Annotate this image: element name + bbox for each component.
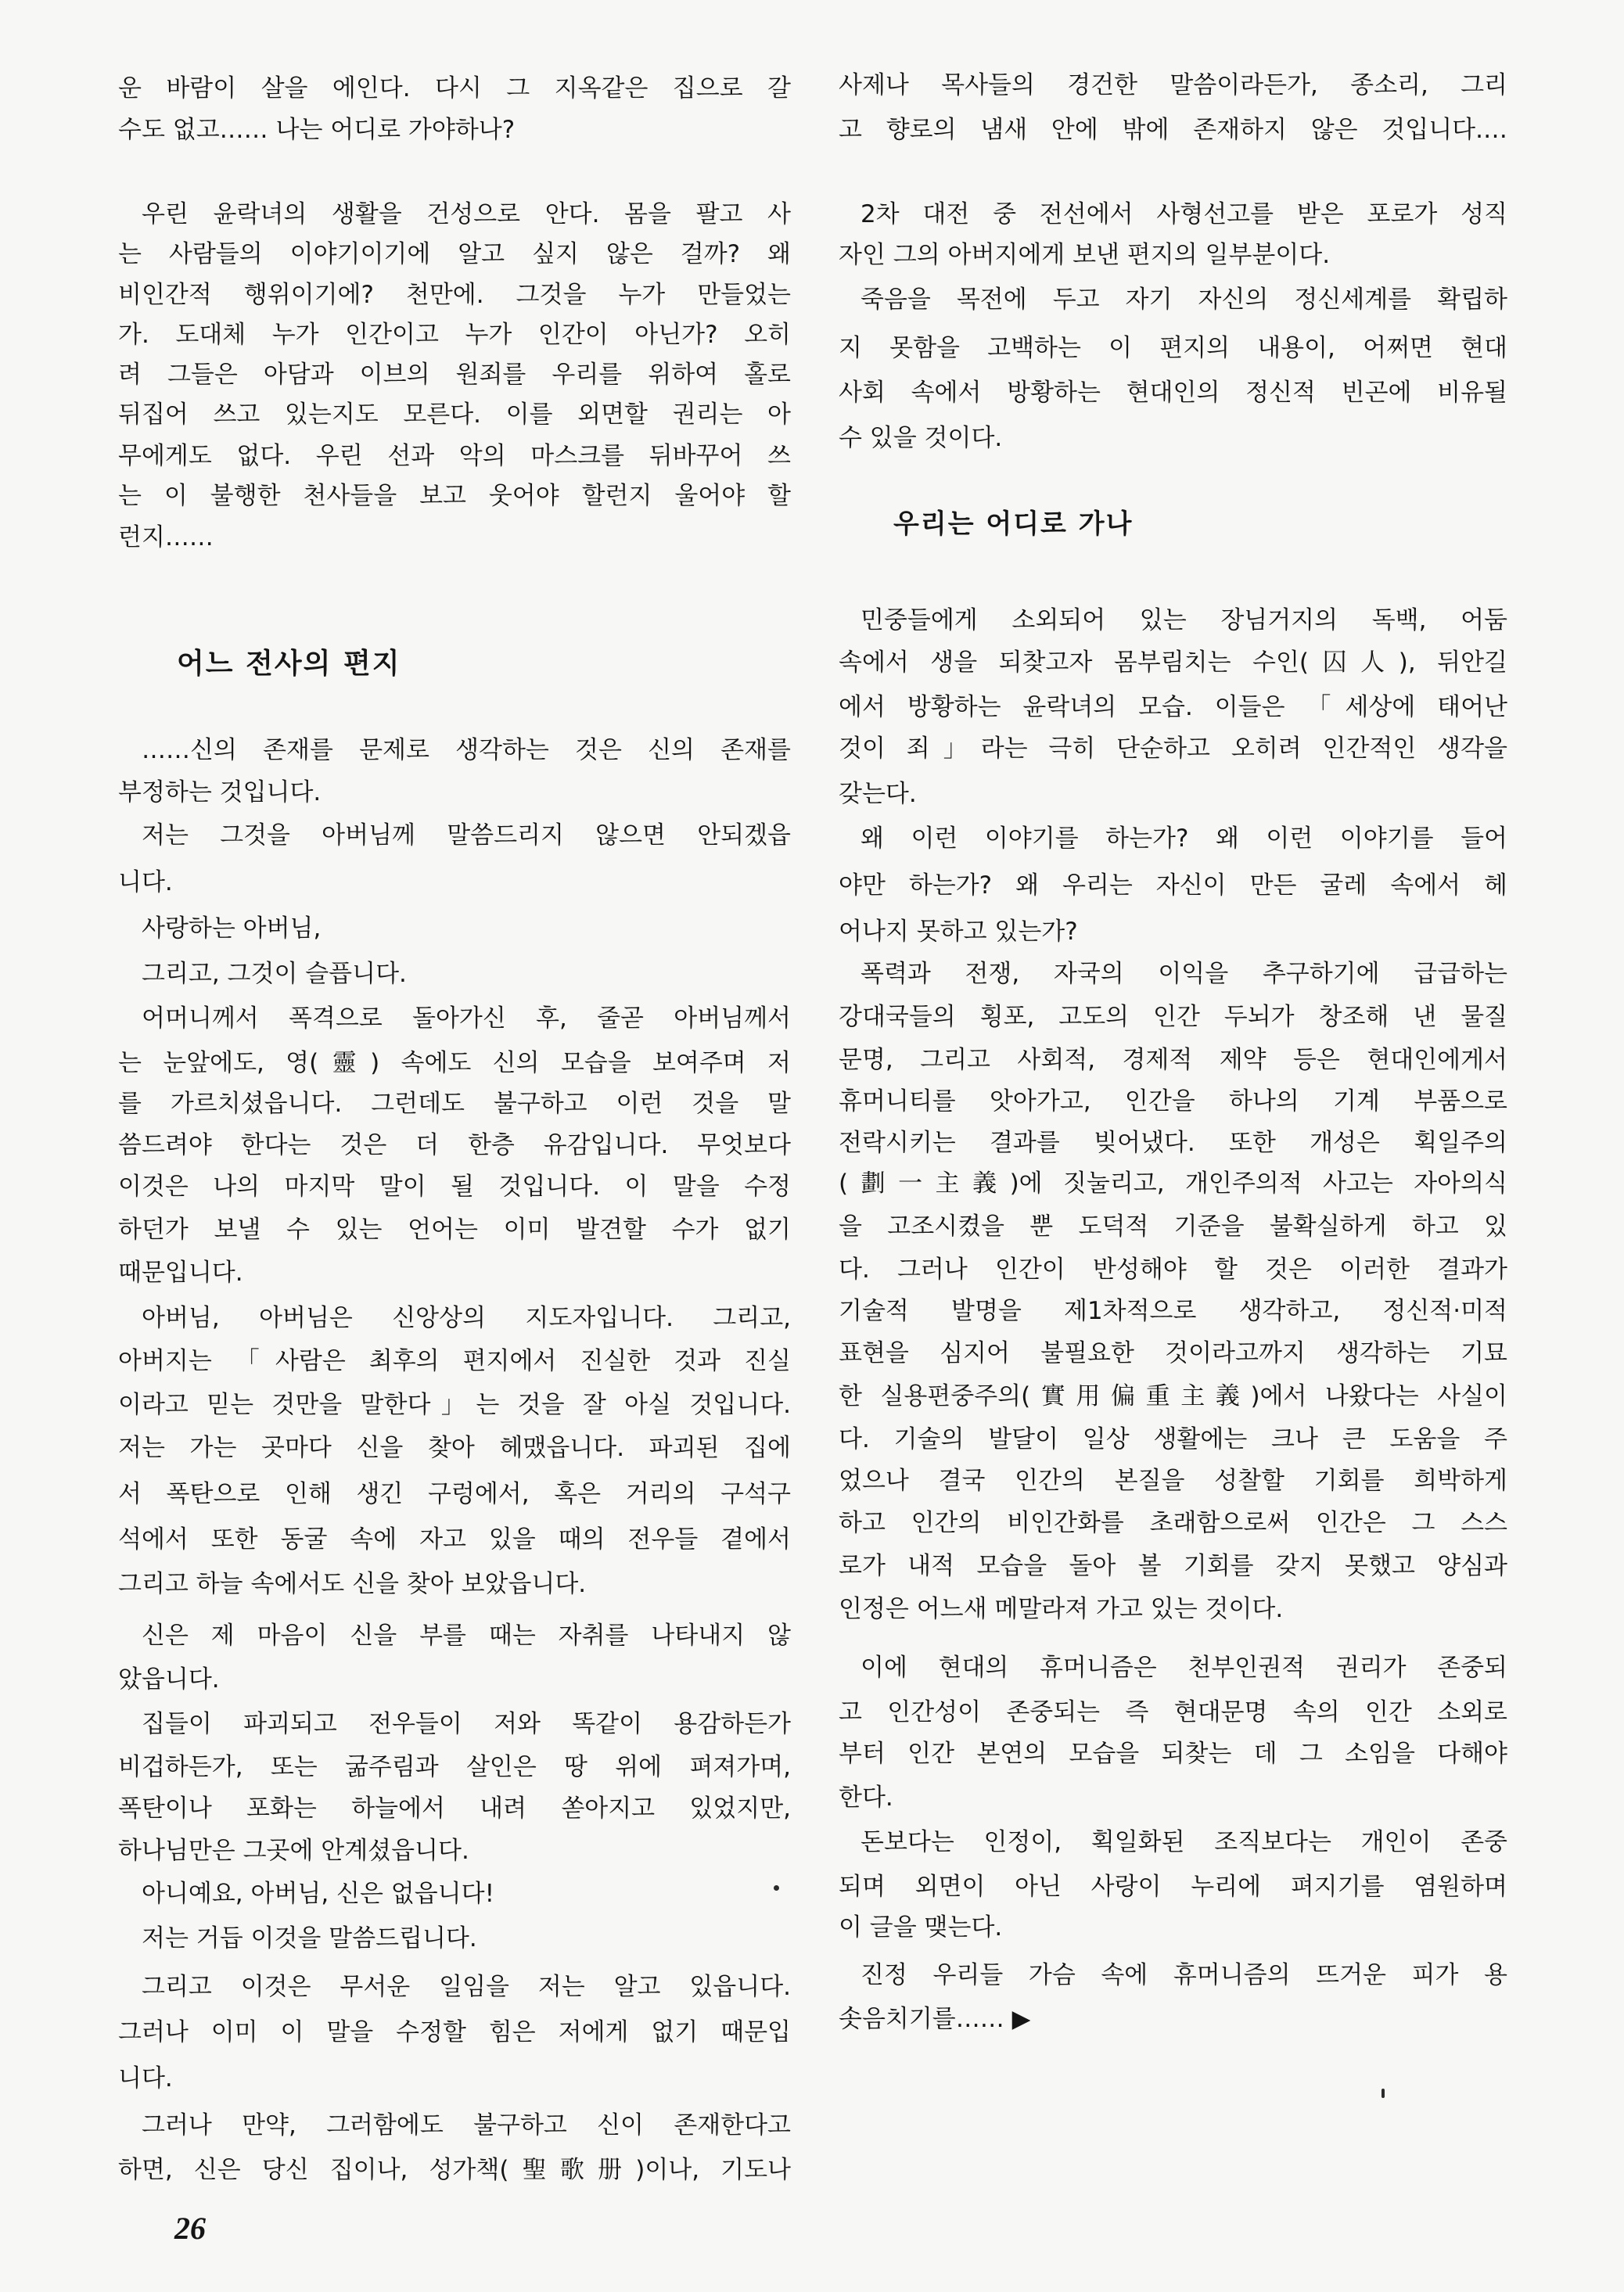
text-line: 속에서 생을 되찾고자 몸부림치는 수인(囚人), 뒤안길 [839,648,1507,677]
text-line: 돈보다는 인정이, 획일화된 조직보다는 개인이 존중 [861,1828,1507,1856]
text-line: 수 있을 것이다. [839,424,1003,452]
section-title: 우리는 어디로 가나 [893,508,1134,540]
text-line: 사회 속에서 방황하는 현대인의 정신적 빈곤에 비유될 [839,379,1507,407]
text-line: 운 바람이 살을 에인다. 다시 그 지옥같은 집으로 갈 [118,74,791,102]
text-line: 그리고 하늘 속에서도 신을 찾아 보았읍니다. [118,1570,587,1598]
text-line: 을 고조시켰을 뿐 도덕적 기준을 불확실하게 하고 있 [839,1212,1507,1241]
text-line: 석에서 또한 동굴 속에 자고 있을 때의 전우들 곁에서 [118,1525,791,1554]
text-line: 부터 인간 본연의 모습을 되찾는 데 그 소임을 다해야 [839,1740,1507,1768]
text-line: 하나님만은 그곳에 안계셨읍니다. [118,1837,469,1865]
text-line: 한 실용편중주의(實用偏重主義)에서 나왔다는 사실이 [839,1382,1507,1410]
text-line: 폭탄이나 포화는 하늘에서 내려 쏟아지고 있었지만, [118,1794,791,1823]
text-line: 부정하는 것입니다. [118,778,322,807]
text-line: 되며 외면이 아닌 사랑이 누리에 펴지기를 염원하며 [839,1873,1507,1901]
text-line: 로가 내적 모습을 돌아 볼 기회를 갖지 못했고 양심과 [839,1552,1507,1580]
text-line: 어나지 못하고 있는가? [839,918,1078,946]
text-line: 아버지는 「사람은 최후의 편지에서 진실한 것과 진실 [118,1347,791,1375]
text-line: 니다. [118,2064,173,2093]
text-line: 민중들에게 소외되어 있는 장님거지의 독백, 어둠 [861,606,1507,634]
text-line: 이것은 나의 마지막 말이 될 것입니다. 이 말을 수정 [118,1173,791,1201]
scan-speck [1381,2089,1385,2098]
text-line: 집들이 파괴되고 전우들이 저와 똑같이 용감하든가 [142,1710,791,1738]
text-line: 신은 제 마음이 신을 부를 때는 자취를 나타내지 않 [142,1622,791,1650]
text-line: 그리고 이것은 무서운 일임을 저는 알고 있읍니다. [142,1973,791,2001]
page-number: 26 [174,2211,206,2246]
text-line: 수도 없고…… 나는 어디로 가야하나? [118,116,516,144]
text-line: 저는 그것을 아버님께 말씀드리지 않으면 안되겠읍 [142,821,791,850]
section-title: 어느 전사의 편지 [177,648,401,680]
text-line: 니다. [118,868,173,896]
text-line: 폭력과 전쟁, 자국의 이익을 추구하기에 급급하는 [861,960,1507,988]
text-line: 2차 대전 중 전선에서 사형선고를 받은 포로가 성직 [861,200,1507,228]
text-line: 표현을 심지어 불필요한 것이라고까지 생각하는 기묘 [839,1339,1507,1367]
scan-speck [774,1885,779,1891]
text-line: ……신의 존재를 문제로 생각하는 것은 신의 존재를 [142,736,791,764]
text-line: 인정은 어느새 메말라져 가고 있는 것이다. [839,1595,1284,1623]
text-line: 때문입니다. [118,1259,243,1287]
text-line: 왜 이런 이야기를 하는가? 왜 이런 이야기를 들어 [861,824,1507,853]
text-line: 비인간적 행위이기에? 천만에. 그것을 누가 만들었는 [118,281,791,309]
text-line: 를 가르치셨읍니다. 그런데도 불구하고 이런 것을 말 [118,1090,791,1118]
text-line: 기술적 발명을 제1차적으로 생각하고, 정신적·미적 [839,1297,1507,1325]
text-line: 고 향로의 냄새 안에 밖에 존재하지 않은 것입니다.… [839,116,1507,144]
text-line: 이에 현대의 휴머니즘은 천부인권적 권리가 존중되 [861,1654,1507,1682]
text-line: 이 글을 맺는다. [839,1913,1003,1942]
text-line: 저는 가는 곳마다 신을 찾아 헤맸읍니다. 파괴된 집에 [118,1434,791,1462]
text-line: 서 폭탄으로 인해 생긴 구렁에서, 혹은 거리의 구석구 [118,1480,791,1508]
text-line: (劃一主義)에 짓눌리고, 개인주의적 사고는 자아의식 [839,1169,1507,1198]
text-line: 하면, 신은 당신 집이나, 성가책(聖歌册)이나, 기도나 [118,2156,791,2184]
text-line: 는 눈앞에도, 영(靈) 속에도 신의 모습을 보여주며 저 [118,1049,791,1077]
text-line: 사랑하는 아버님, [142,914,322,943]
text-line: 무에게도 없다. 우린 선과 악의 마스크를 뒤바꾸어 쓰 [118,442,791,470]
text-line: 런지…… [118,523,214,551]
text-line: 비겁하든가, 또는 굶주림과 살인은 땅 위에 펴져가며, [118,1753,791,1781]
text-line: 자인 그의 아버지에게 보낸 편지의 일부분이다. [839,241,1331,269]
text-line: 었으나 결국 인간의 본질을 성찰할 기회를 희박하게 [839,1467,1507,1495]
text-line: 그리고, 그것이 슬픕니다. [142,960,407,988]
text-line: 이라고 믿는 것만을 말한다」는 것을 잘 아실 것입니다. [118,1391,791,1419]
text-line: 하던가 보낼 수 있는 언어는 이미 발견할 수가 없기 [118,1216,791,1244]
text-line: 다. 기술의 발달이 일상 생활에는 크나 큰 도움을 주 [839,1425,1507,1453]
text-line: 에서 방황하는 윤락녀의 모습. 이들은 「세상에 태어난 [839,693,1507,721]
text-line: 저는 거듭 이것을 말씀드립니다. [142,1924,477,1953]
text-line: 지 못함을 고백하는 이 편지의 내용이, 어쩌면 현대 [839,334,1507,362]
text-line: 사제나 목사들의 경건한 말씀이라든가, 종소리, 그리 [839,71,1507,99]
text-line: 는 이 불행한 천사들을 보고 웃어야 할런지 울어야 할 [118,482,791,510]
text-line: 아니예요, 아버님, 신은 없읍니다! [142,1880,494,1908]
text-line: 는 사람들의 이야기이기에 알고 싶지 않은 걸까? 왜 [118,240,791,268]
text-line: 어머니께서 폭격으로 돌아가신 후, 줄곧 아버님께서 [142,1004,791,1033]
text-line: 뒤집어 쓰고 있는지도 모른다. 이를 외면할 권리는 아 [118,401,791,429]
text-line: 문명, 그리고 사회적, 경제적 제약 등은 현대인에게서 [839,1046,1507,1074]
text-line: 한다. [839,1784,893,1812]
text-line: 그러나 이미 이 말을 수정할 힘은 저에게 없기 때문입 [118,2018,791,2046]
text-line: 강대국들의 횡포, 고도의 인간 두뇌가 창조해 낸 물질 [839,1003,1507,1031]
text-line: 전락시키는 결과를 빚어냈다. 또한 개성은 획일주의 [839,1129,1507,1157]
text-line: 다. 그러나 인간이 반성해야 할 것은 이러한 결과가 [839,1256,1507,1284]
text-line: 우린 윤락녀의 생활을 건성으로 안다. 몸을 팔고 사 [142,200,791,228]
text-line: 휴머니티를 앗아가고, 인간을 하나의 기계 부품으로 [839,1087,1507,1115]
text-line: 려 그들은 아담과 이브의 원죄를 우리를 위하여 홀로 [118,361,791,389]
text-line: 그러나 만약, 그러함에도 불구하고 신이 존재한다고 [142,2111,791,2139]
text-line: 하고 인간의 비인간화를 초래함으로써 인간은 그 스스 [839,1509,1507,1537]
text-line: 았읍니다. [118,1665,220,1694]
text-line: 솟음치기를…… ▶ [839,2005,1031,2033]
text-line: 씀드려야 한다는 것은 더 한층 유감입니다. 무엇보다 [118,1131,791,1159]
text-line: 갖는다. [839,780,917,808]
text-line: 야만 하는가? 왜 우리는 자신이 만든 굴레 속에서 헤 [839,871,1507,900]
text-line: 아버님, 아버님은 신앙상의 지도자입니다. 그리고, [142,1304,791,1332]
text-line: 가. 도대체 누가 인간이고 누가 인간이 아닌가? 오히 [118,321,791,349]
text-line: 고 인간성이 존중되는 즉 현대문명 속의 인간 소외로 [839,1698,1507,1726]
text-line: 진정 우리들 가슴 속에 휴머니즘의 뜨거운 피가 용 [861,1961,1507,1989]
text-line: 것이 죄」라는 극히 단순하고 오히려 인간적인 생각을 [839,735,1507,763]
text-line: 죽음을 목전에 두고 자기 자신의 정신세계를 확립하 [861,286,1507,314]
